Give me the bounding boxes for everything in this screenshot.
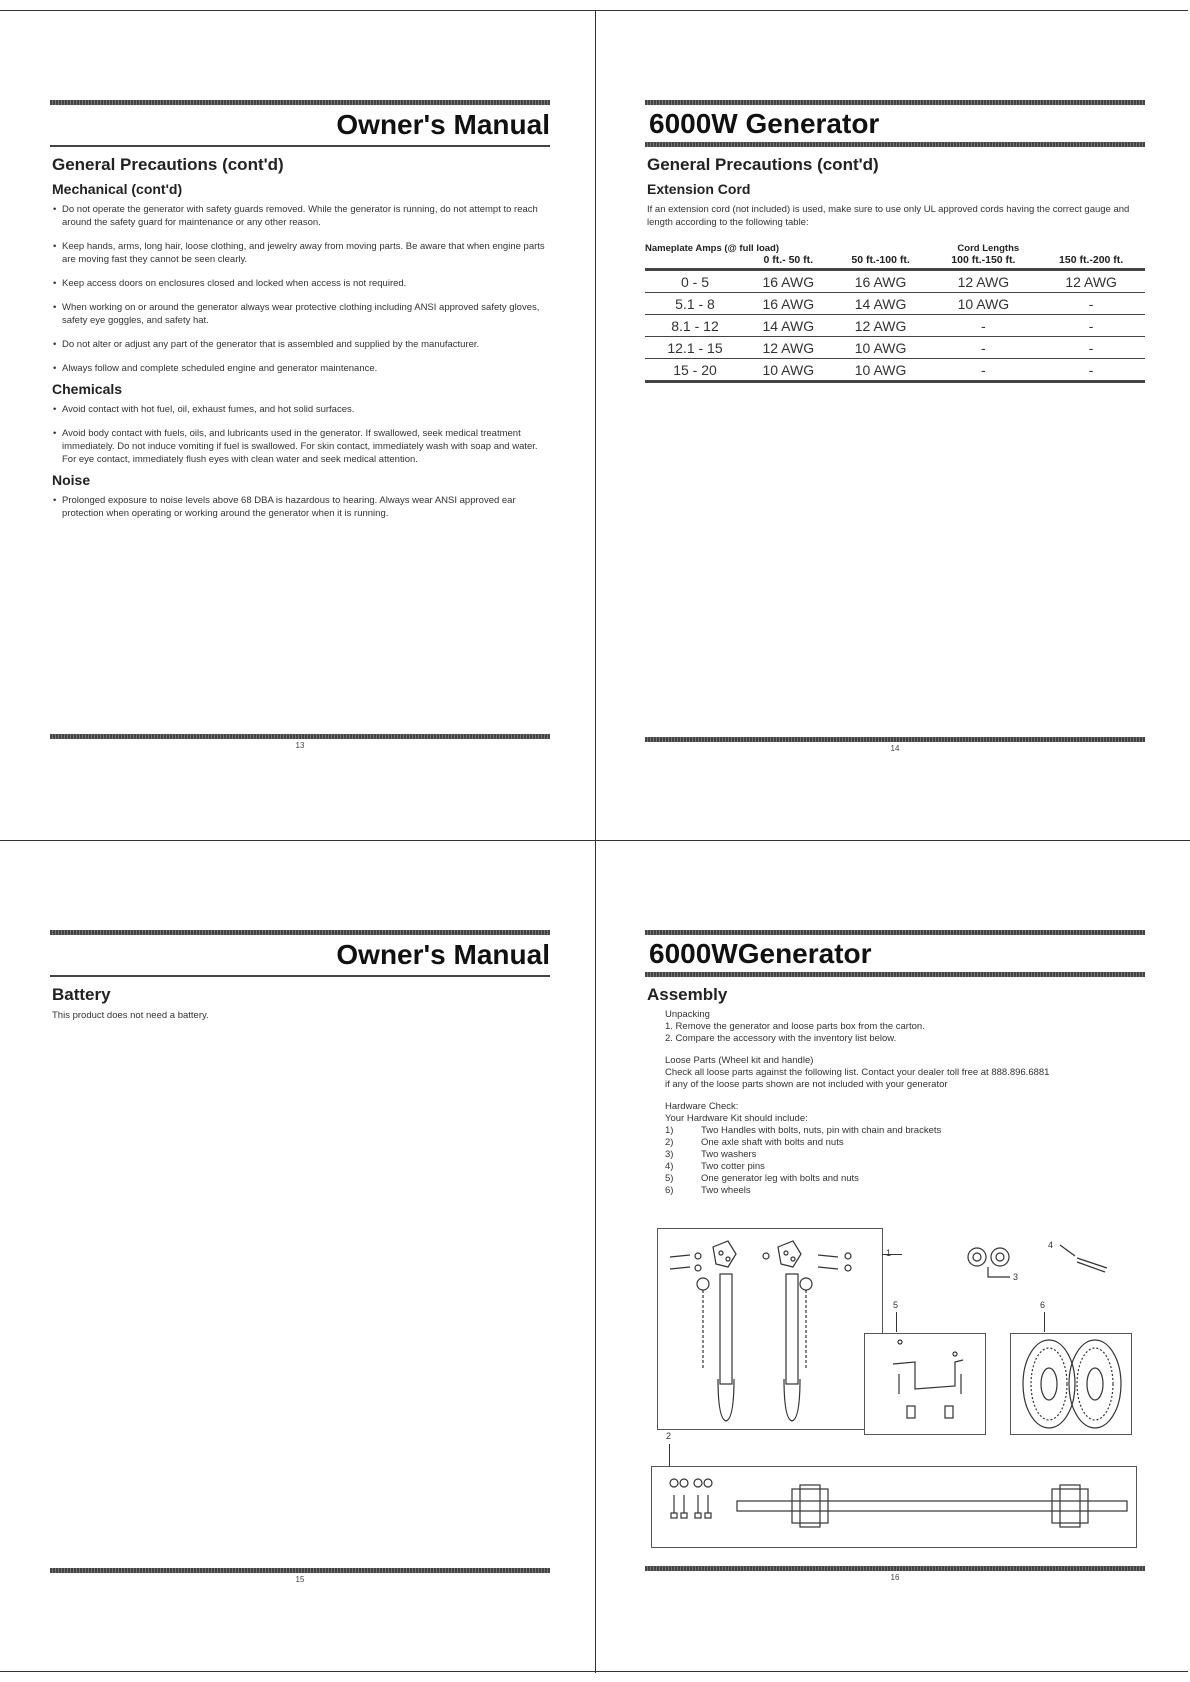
list-item: • Do not operate the generator with safety guards removed. While the generator is running, do not attempt to reach around the safety guard for maintenance or any other reason.	[52, 203, 550, 229]
table-cell: 0 - 5	[645, 270, 745, 293]
table-cell: -	[930, 359, 1038, 382]
table-cell: 10 AWG	[832, 337, 930, 359]
hardware-intro: Your Hardware Kit should include:	[665, 1113, 808, 1124]
table-row	[645, 359, 1145, 382]
page-16-footer	[645, 1566, 1145, 1582]
page-header-title: Owner's Manual	[336, 109, 550, 140]
noise-list	[50, 494, 550, 520]
footer-rule	[50, 1568, 550, 1573]
table-row	[645, 293, 1145, 315]
table-cell: 12 AWG	[745, 337, 832, 359]
item-number: 4)	[665, 1161, 674, 1172]
wheels-figure	[1010, 1333, 1132, 1435]
cotter-pins-drawing	[1055, 1240, 1115, 1280]
page-15	[50, 930, 550, 1030]
handles-drawing	[658, 1229, 882, 1429]
table-cell: 15 - 20	[645, 359, 745, 382]
list-item	[665, 1137, 1145, 1149]
callout-1: 1	[886, 1248, 892, 1258]
item-number: 6)	[665, 1185, 674, 1196]
page-number: 14	[890, 744, 900, 753]
callout-leader-5	[896, 1312, 897, 1332]
section-title: Battery	[52, 985, 111, 1004]
list-item	[665, 1161, 1145, 1173]
list-item: • When working on or around the generator always wear protective clothing including ANSI approved safety gloves, safety eye goggles, and safety hat.	[52, 301, 550, 327]
table-row	[645, 337, 1145, 359]
page-number: 16	[890, 1573, 900, 1582]
hardware-title: Hardware Check:	[665, 1101, 739, 1112]
footer-rule	[645, 1566, 1145, 1571]
wheels-drawing	[1011, 1334, 1131, 1434]
list-item: • Always follow and complete scheduled engine and generator maintenance.	[52, 362, 550, 375]
table-cell: -	[1037, 315, 1145, 337]
item-text: Two wheels	[701, 1185, 751, 1196]
table-cell: 5.1 - 8	[645, 293, 745, 315]
item-number: 2)	[665, 1137, 674, 1148]
item-text: Two Handles with bolts, nuts, pin with chain and brackets	[701, 1125, 942, 1136]
page-header-title: 6000WGenerator	[649, 938, 872, 969]
horizontal-divider	[0, 840, 1190, 841]
column-header: 0 ft.- 50 ft.	[763, 254, 814, 266]
table-cell: -	[930, 315, 1038, 337]
column-header: 50 ft.-100 ft.	[851, 254, 910, 266]
table-cell: -	[1037, 293, 1145, 315]
header-underline	[645, 972, 1145, 977]
header-rule	[645, 100, 1145, 105]
item-number: 5)	[665, 1173, 674, 1184]
callout-leader-6	[1044, 1312, 1045, 1332]
callout-3: 3	[1013, 1272, 1019, 1282]
table-cell: 10 AWG	[832, 359, 930, 382]
page-number: 13	[295, 741, 305, 750]
table-row	[645, 315, 1145, 337]
table-cell: 12.1 - 15	[645, 337, 745, 359]
table-cell: 16 AWG	[832, 270, 930, 293]
column-header: 150 ft.-200 ft.	[1059, 254, 1124, 266]
item-text: One generator leg with bolts and nuts	[701, 1173, 859, 1184]
table-cell: 16 AWG	[745, 293, 832, 315]
list-item	[665, 1185, 1145, 1197]
list-item	[665, 1149, 1145, 1161]
page-15-footer	[50, 1568, 550, 1584]
leg-figure	[864, 1333, 986, 1435]
table-cell: 12 AWG	[1037, 270, 1145, 293]
callout-leader-2	[669, 1444, 670, 1466]
footer-rule	[50, 734, 550, 739]
callout-4: 4	[1048, 1240, 1054, 1250]
item-text: Two washers	[701, 1149, 757, 1160]
page-14	[645, 100, 1145, 383]
column-header: 100 ft.-150 ft.	[951, 254, 1016, 266]
mechanical-title: Mechanical (cont'd)	[52, 181, 183, 197]
item-number: 3)	[665, 1149, 674, 1160]
item-text: One axle shaft with bolts and nuts	[701, 1137, 844, 1148]
list-item: • Avoid body contact with fuels, oils, and lubricants used in the generator. If swallowed, seek medical treatment immediately. Do not induce vomiting if fuel is swallowed. For skin contact, immediately wash with soap and water. For eye contact, immediately flush eyes with clean water and seek medical attention.	[52, 427, 550, 466]
callout-leader-1	[882, 1254, 902, 1255]
assembly-text	[665, 1009, 1145, 1197]
washers-drawing	[965, 1245, 1015, 1285]
header-rule	[645, 930, 1145, 935]
page-header-title: Owner's Manual	[336, 939, 550, 970]
header-underline	[50, 975, 550, 977]
lengths-header: Cord Lengths	[957, 243, 1020, 254]
extension-cord-intro: If an extension cord (not included) is used, make sure to use only UL approved cords having the correct gauge and length according to the following table:	[647, 204, 1130, 228]
noise-title: Noise	[52, 472, 91, 488]
table-cell: 12 AWG	[832, 315, 930, 337]
footer-rule	[645, 737, 1145, 742]
list-item: • Do not alter or adjust any part of the generator that is assembled and supplied by the manufacturer.	[52, 338, 550, 351]
table-row	[645, 270, 1145, 293]
table-cell: -	[1037, 359, 1145, 382]
section-title: Assembly	[647, 985, 728, 1004]
handles-figure	[657, 1228, 883, 1430]
list-item: • Keep access doors on enclosures closed and locked when access is not required.	[52, 277, 550, 290]
header-underline	[50, 145, 550, 147]
list-item: • Prolonged exposure to noise levels above 68 DBA is hazardous to hearing. Always wear ANSI approved ear protection when operating or working around the generator when it is running.	[52, 494, 550, 520]
chemicals-title: Chemicals	[52, 381, 123, 397]
list-item	[665, 1173, 1145, 1185]
extension-cord-title: Extension Cord	[647, 181, 751, 197]
loose-parts-title: Loose Parts (Wheel kit and handle)	[665, 1055, 814, 1066]
list-item: • Avoid contact with hot fuel, oil, exhaust fumes, and hot solid surfaces.	[52, 403, 550, 416]
axle-drawing	[652, 1467, 1136, 1547]
loose-parts-line: Check all loose parts against the following list. Contact your dealer toll free at 888.896.6881	[665, 1067, 1050, 1078]
list-item: 1. Remove the generator and loose parts box from the carton.	[665, 1021, 925, 1032]
leg-drawing	[865, 1334, 985, 1434]
header-rule	[50, 930, 550, 935]
loose-parts-line: if any of the loose parts shown are not included with your generator	[665, 1079, 948, 1090]
table-cell: 10 AWG	[745, 359, 832, 382]
table-cell: -	[930, 337, 1038, 359]
item-text: Two cotter pins	[701, 1161, 765, 1172]
page-16	[645, 930, 1145, 1207]
table-cell: 14 AWG	[745, 315, 832, 337]
item-number: 1)	[665, 1125, 674, 1136]
axle-figure	[651, 1466, 1137, 1548]
cord-table	[645, 243, 1145, 383]
callout-6: 6	[1040, 1300, 1046, 1310]
callout-2: 2	[666, 1431, 672, 1441]
table-cell: 8.1 - 12	[645, 315, 745, 337]
list-item	[665, 1125, 1145, 1137]
callout-5: 5	[893, 1300, 899, 1310]
page-13	[50, 100, 550, 531]
page-13-footer	[50, 734, 550, 750]
section-title: General Precautions (cont'd)	[52, 155, 284, 174]
battery-body: This product does not need a battery.	[52, 1010, 209, 1021]
table-cell: 14 AWG	[832, 293, 930, 315]
vertical-divider	[595, 10, 596, 1673]
amps-header: Nameplate Amps (@ full load)	[645, 243, 780, 254]
page-number: 15	[295, 1575, 305, 1584]
table-cell: 10 AWG	[930, 293, 1038, 315]
page-14-footer	[645, 737, 1145, 753]
table-cell: 12 AWG	[930, 270, 1038, 293]
unpacking-title: Unpacking	[665, 1009, 710, 1020]
table-cell: -	[1037, 337, 1145, 359]
mechanical-list	[50, 203, 550, 375]
list-item: • Keep hands, arms, long hair, loose clothing, and jewelry away from moving parts. Be aware that when engine parts are moving fast they cannot be seen clearly.	[52, 240, 550, 266]
header-rule	[50, 100, 550, 105]
table-cell: 16 AWG	[745, 270, 832, 293]
section-title: General Precautions (cont'd)	[647, 155, 879, 174]
list-item: 2. Compare the accessory with the inventory list below.	[665, 1033, 897, 1044]
chemicals-list	[50, 403, 550, 466]
header-underline	[645, 142, 1145, 147]
page-header-title: 6000W Generator	[649, 108, 880, 139]
